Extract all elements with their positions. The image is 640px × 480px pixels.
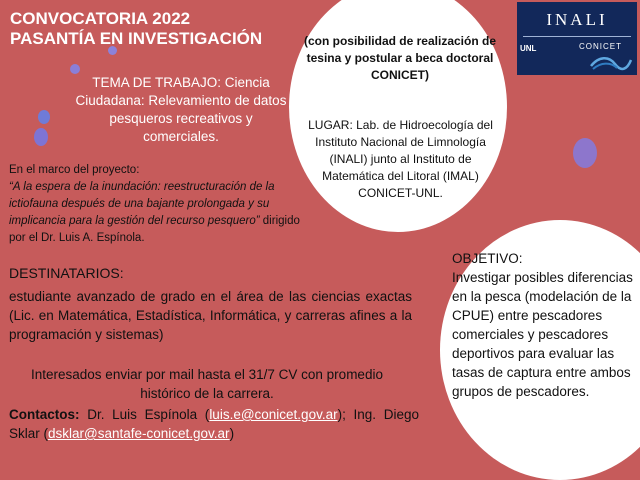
objective-title: OBJETIVO: (452, 251, 523, 266)
logo-divider (523, 36, 631, 37)
thesis-blurb: (con posibilidad de realización de tesina y postular a beca doctoral CONICET) (303, 34, 497, 82)
objective-text: Investigar posibles diferencias en la pesca (modelación de la CPUE) entre pescadores comerciales y pescadores deportivos para evaluar las tasas de captura entre ambos grupos de pescadores. (452, 270, 633, 399)
logo-inali-text: INALI (546, 10, 608, 29)
project-quote: “A la espera de la inundación: reestructuración de la ictiofauna después de una bajante prolongada y su implicancia para la gestión del recurso pesquero” (9, 181, 275, 227)
contact-separator: ); Ing. Diego Sklar ( (9, 407, 419, 441)
project-director: dirigido por el Dr. Luis A. Espínola. (9, 215, 300, 244)
project-intro: En el marco del proyecto: (9, 164, 140, 176)
project-section (9, 162, 304, 247)
decor-bubble (70, 64, 80, 74)
title-line-1: CONVOCATORIA 2022 (10, 9, 191, 28)
wave-icon (589, 54, 633, 72)
recipients-title: DESTINATARIOS: (9, 265, 124, 281)
application-instructions: Interesados enviar por mail hasta el 31/7 CV con promedio histórico de la carrera. (31, 367, 383, 401)
logo-conicet-text: CONICET (579, 42, 622, 51)
logo-unl-text: UNL (520, 44, 537, 53)
decor-bubble (38, 110, 50, 124)
recipients-text: estudiante avanzado de grado en el área de las ciencias exactas (Lic. en Matemática, Estadística, Informática, y carreras afines a la programación y sistemas) (9, 289, 412, 342)
location-text: LUGAR: Lab. de Hidroecología del Instituto Nacional de Limnología (INALI) junto al Instituto de Matemática del Litoral (IMAL) CONICET-UNL. (308, 118, 493, 200)
decor-bubble (573, 138, 597, 168)
contact-end: ) (229, 426, 235, 441)
contacts-label: Contactos: (9, 407, 80, 422)
contact-person-1: Dr. Luis Espínola ( (79, 407, 210, 422)
inali-logo (517, 2, 637, 75)
work-topic: TEMA DE TRABAJO: Ciencia Ciudadana: Relevamiento de datos pesqueros recreativos y comerciales. (75, 75, 287, 144)
objective-section (452, 249, 640, 401)
title-line-2: PASANTÍA EN INVESTIGACIÓN (10, 29, 263, 48)
contacts (9, 405, 419, 443)
email-link-2[interactable]: dsklar@santafe-conicet.gov.ar (48, 426, 230, 441)
decor-bubble (34, 128, 48, 146)
email-link-1[interactable]: luis.e@conicet.gov.ar (209, 407, 338, 422)
